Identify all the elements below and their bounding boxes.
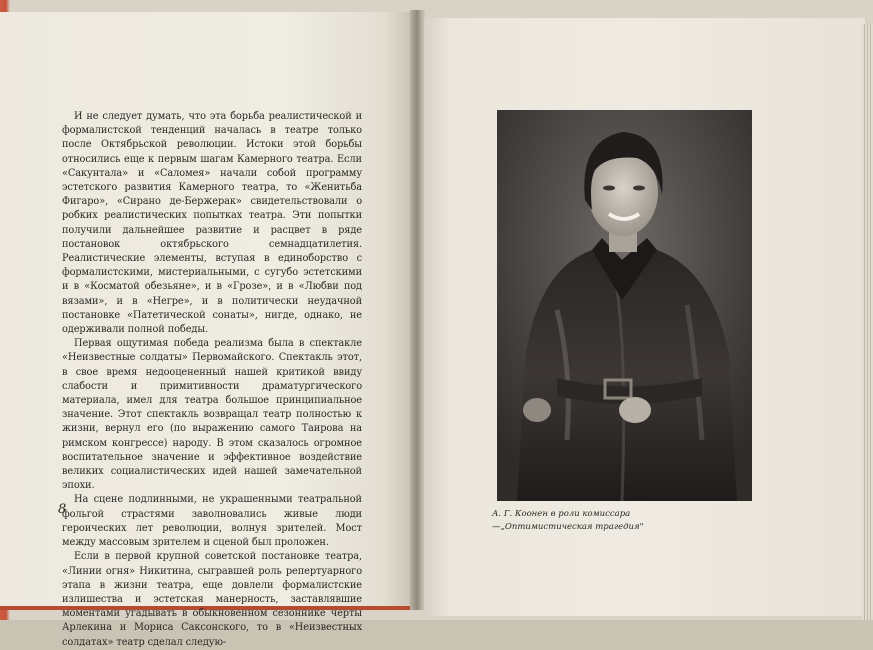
page-edges xyxy=(862,24,873,620)
page-number: 8 xyxy=(58,502,67,517)
paragraph: На сцене подлинными, не украшенными театральной фольгой страстями заволновались живые люди героических лет революции, волнуя зрителей. Мост между массовым зрителем и сценой был проложен. xyxy=(62,494,362,549)
paragraph: Если в первой крупной советской постановке театра, «Линии огня» Никитина, сыгравшей роль репертуарного этапа в жизни театра, еще довлели формалистские излишества и эстетская манерность, заставлявшие моментами угадывать в обыкновенном сезоннике черты Арлекина и Мориса Саксонского, то в «Неизвестных солдатах» театр сделал следую- xyxy=(62,551,362,648)
caption-line-1: А. Г. Коонен в роли комиссара xyxy=(492,509,631,519)
left-page xyxy=(0,12,412,648)
paragraph: Первая ощутимая победа реализма была в спектакле «Неизвестные солдаты» Первомайского. Спектакль этот, в свое время недооцененный нашей критикой ввиду слабости и примитивности драматургического материала, имел для театра большое принципиальное значение. Этот спектакль возвращал театр полностью к жизни, вернул его (по выражению самого Таирова на римском конгрессе) народу. В этом сказалось огромное воспитательное значение и эффективное воздействие великих социалистических идей нашей замечательной эпохи. xyxy=(62,338,362,492)
portrait-photo xyxy=(497,110,752,501)
photo-caption xyxy=(492,508,702,534)
caption-line-2: —„Оптимистическая трагедия" xyxy=(492,522,644,532)
body-text xyxy=(62,110,362,650)
paragraph: И не следует думать, что эта борьба реалистической и формалистской тенденций началась в театре только после Октябрьской революции. Истоки этой борьбы относились еще к первым шагам Камерного театра. Если «Сакунтала» и «Саломея» начали собой программу эстетского развития Камерного театра, то «Женитьба Фигаро», «Сирано де-Бержерак» свидетельствовали о робких реалистических попытках театра. Эти попытки получили дальнейшее развитие и расцвет в ряде постановок октябрьского семнадцатилетия. Реалистические элементы, вступая в единоборство с формалистскими, мистериальными, с сугубо эстетскими и в «Косматой обезьяне», и в «Грозе», и в «Любви под вязами», и в «Негре», и в политически неудачной постановке «Патетической сонаты», нигде, однако, не одерживали полной победы. xyxy=(62,111,362,336)
portrait-figure-icon xyxy=(497,110,752,501)
